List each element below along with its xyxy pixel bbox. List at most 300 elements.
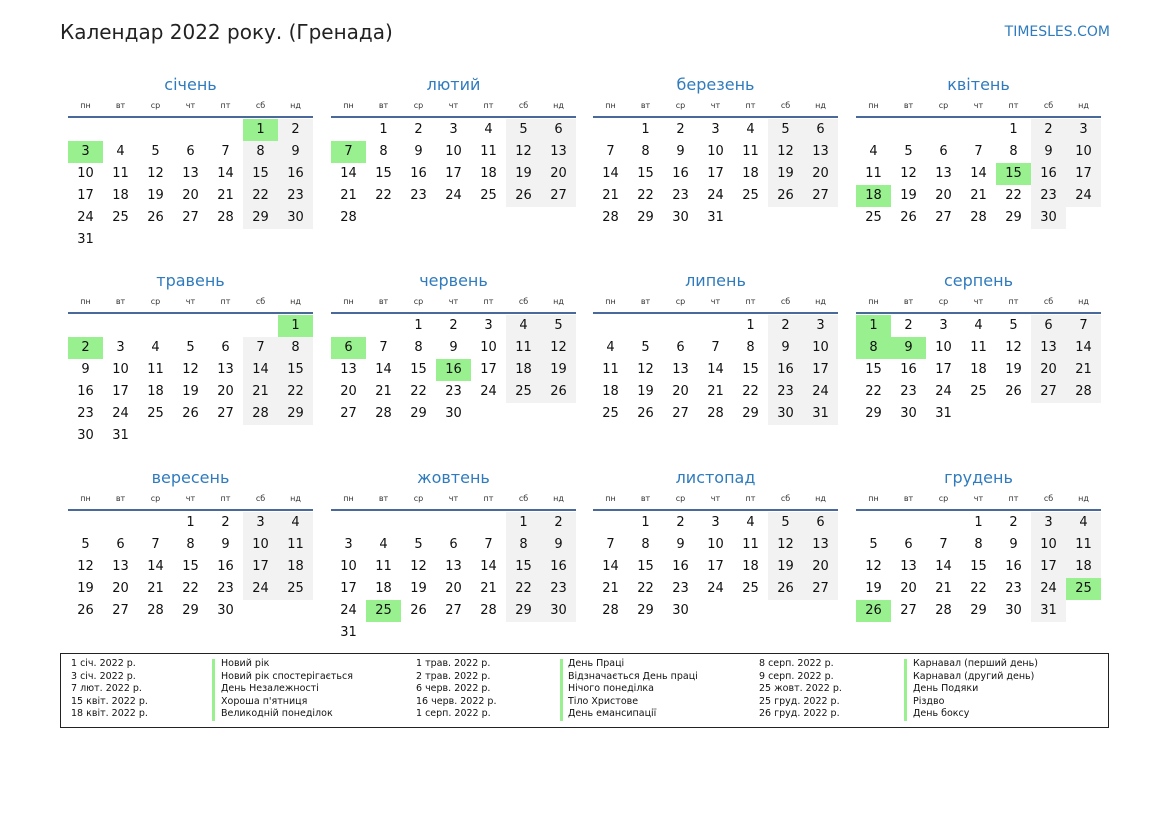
weekday-label: вт [903,494,914,503]
day-cell: 1 [746,318,755,333]
day-cell: 16 [410,166,427,181]
month-2 [331,73,576,258]
weekday-label: ср [675,297,686,306]
day-cell: 11 [480,144,497,159]
weekday-label: вт [378,494,389,503]
day-cell: 16 [77,384,94,399]
day-cell: 13 [672,362,689,377]
legend-holiday-name: День Подяки [913,683,979,694]
day-cell: 17 [77,188,94,203]
day-cell: 15 [506,556,541,578]
month-name: вересень [151,468,230,487]
day-cell: 13 [803,534,838,556]
day-cell: 10 [803,337,838,359]
day-cell: 18 [1066,556,1101,578]
day-cell: 21 [602,188,619,203]
weekday-label: вт [640,101,651,110]
day-cell: 4 [151,340,160,355]
day-cell: 20 [672,384,689,399]
day-cell: 24 [707,188,724,203]
day-cell: 10 [340,559,357,574]
day-cell: 6 [1031,315,1066,337]
weekday-label: чт [710,101,721,110]
day-cell: 20 [217,384,234,399]
day-cell: 23 [672,188,689,203]
day-cell: 29 [506,600,541,622]
day-cell: 21 [375,384,392,399]
weekday-label: сб [780,297,791,306]
day-cell: 27 [900,603,917,618]
day-cell: 30 [672,210,689,225]
day-cell: 7 [243,337,278,359]
day-cell: 1 [641,122,650,137]
month-days [593,314,838,454]
day-cell: 9 [676,537,685,552]
day-cell: 25 [147,406,164,421]
day-cell: 7 [974,144,983,159]
day-cell: 31 [935,406,952,421]
day-cell: 20 [803,556,838,578]
weekday-label: нд [553,297,564,306]
weekday-label: вт [903,101,914,110]
day-cell: 18 [970,362,987,377]
legend-date: 6 черв. 2022 р. [416,683,491,694]
day-cell: 21 [217,188,234,203]
holiday-day-cell: 26 [856,600,891,622]
day-cell: 23 [672,581,689,596]
legend-date: 15 квіт. 2022 р. [71,695,148,707]
weekday-header [856,294,1101,310]
day-cell: 3 [116,340,125,355]
day-cell: 20 [112,581,129,596]
legend-names [913,658,1038,721]
weekday-label: сб [255,101,266,110]
weekday-label: пт [745,297,756,306]
day-cell: 23 [1005,581,1022,596]
day-cell: 25 [480,188,497,203]
weekday-label: сб [780,494,791,503]
day-cell: 13 [935,166,952,181]
day-cell: 15 [970,559,987,574]
month-days [856,118,1101,258]
legend-holiday-name: День Незалежності [221,683,319,694]
month-5 [68,269,313,454]
day-cell: 19 [637,384,654,399]
month-name: жовтень [417,468,490,487]
day-cell: 29 [637,603,654,618]
day-cell: 5 [151,144,160,159]
month-days [593,118,838,258]
legend-date: 1 серп. 2022 р. [416,708,491,719]
day-cell: 27 [803,578,838,600]
day-cell: 28 [340,210,357,225]
day-cell: 22 [637,581,654,596]
day-cell: 27 [541,185,576,207]
day-cell: 16 [900,362,917,377]
weekday-label: чт [973,101,984,110]
day-cell: 14 [970,166,987,181]
weekday-header [593,98,838,114]
day-cell: 22 [637,188,654,203]
day-cell: 21 [935,581,952,596]
weekday-header [331,491,576,507]
legend-date: 26 груд. 2022 р. [759,708,840,719]
legend-holiday-name: День боксу [913,708,970,719]
day-cell: 9 [1009,537,1018,552]
day-cell: 26 [77,603,94,618]
holiday-day-cell: 1 [243,119,278,141]
day-cell: 10 [112,362,129,377]
day-cell: 4 [606,340,615,355]
day-cell: 26 [182,406,199,421]
day-cell: 6 [186,144,195,159]
weekday-label: ср [150,101,161,110]
legend-date: 16 черв. 2022 р. [416,695,497,707]
day-cell: 8 [746,340,755,355]
month-6 [331,269,576,454]
day-cell: 23 [278,185,313,207]
day-cell: 4 [116,144,125,159]
day-cell: 13 [803,141,838,163]
day-cell: 26 [900,210,917,225]
day-cell: 2 [449,318,458,333]
weekday-label: пн [868,101,879,110]
day-cell: 28 [375,406,392,421]
day-cell: 7 [379,340,388,355]
day-cell: 26 [768,578,803,600]
weekday-label: пн [343,494,354,503]
legend-holiday-name: День Праці [568,658,625,669]
legend-marker [212,659,215,721]
weekday-label: чт [710,494,721,503]
month-7 [593,269,838,454]
day-cell: 4 [506,315,541,337]
day-cell: 25 [278,578,313,600]
day-cell: 7 [939,537,948,552]
weekday-header [331,98,576,114]
weekday-label: пн [605,297,616,306]
weekday-label: нд [815,494,826,503]
day-cell: 6 [904,537,913,552]
weekday-label: пт [745,101,756,110]
day-cell: 22 [1005,188,1022,203]
month-name: квітень [947,75,1010,94]
day-cell: 9 [81,362,90,377]
day-cell: 8 [414,340,423,355]
day-cell: 26 [147,210,164,225]
day-cell: 19 [1005,362,1022,377]
day-cell: 11 [375,559,392,574]
holiday-day-cell: 3 [68,141,103,163]
day-cell: 21 [340,188,357,203]
day-cell: 5 [768,119,803,141]
day-cell: 18 [112,188,129,203]
day-cell: 29 [182,603,199,618]
day-cell: 24 [803,381,838,403]
day-cell: 15 [410,362,427,377]
weekday-label: чт [448,101,459,110]
day-cell: 29 [637,210,654,225]
weekday-label: пт [1008,101,1019,110]
month-name: березень [676,75,755,94]
legend-date: 25 груд. 2022 р. [759,695,840,707]
weekday-label: пт [483,494,494,503]
day-cell: 21 [147,581,164,596]
month-8 [856,269,1101,454]
day-cell: 2 [541,512,576,534]
day-cell: 3 [1066,119,1101,141]
legend-dates [759,658,842,721]
month-days [593,511,838,651]
holiday-day-cell: 25 [1066,578,1101,600]
day-cell: 24 [1066,185,1101,207]
holiday-legend [60,653,1109,728]
day-cell: 30 [77,428,94,443]
day-cell: 7 [221,144,230,159]
month-1 [68,73,313,258]
weekday-label: нд [290,101,301,110]
day-cell: 20 [935,188,952,203]
day-cell: 5 [541,315,576,337]
day-cell: 10 [707,537,724,552]
weekday-label: сб [255,494,266,503]
weekday-header [593,491,838,507]
day-cell: 16 [278,163,313,185]
day-cell: 15 [278,359,313,381]
day-cell: 20 [445,581,462,596]
day-cell: 30 [541,600,576,622]
day-cell: 3 [243,512,278,534]
day-cell: 2 [676,515,685,530]
day-cell: 1 [186,515,195,530]
day-cell: 4 [278,512,313,534]
holiday-day-cell: 25 [366,600,401,622]
day-cell: 25 [602,406,619,421]
day-cell: 2 [278,119,313,141]
weekday-label: пн [80,101,91,110]
weekday-label: ср [675,494,686,503]
month-name: січень [164,75,217,94]
legend-names [568,658,698,721]
weekday-label: сб [1043,297,1054,306]
weekday-label: ср [150,494,161,503]
day-cell: 20 [340,384,357,399]
day-cell: 11 [970,340,987,355]
weekday-label: сб [518,494,529,503]
day-cell: 4 [974,318,983,333]
weekday-label: ср [938,101,949,110]
month-12 [856,466,1101,651]
day-cell: 31 [340,625,357,640]
weekday-label: пн [605,101,616,110]
day-cell: 19 [541,359,576,381]
day-cell: 12 [147,166,164,181]
day-cell: 2 [414,122,423,137]
day-cell: 3 [711,122,720,137]
weekday-label: чт [973,297,984,306]
day-cell: 26 [637,406,654,421]
day-cell: 15 [182,559,199,574]
day-cell: 1 [1009,122,1018,137]
day-cell: 30 [278,207,313,229]
weekday-label: ср [675,101,686,110]
day-cell: 3 [803,315,838,337]
day-cell: 14 [217,166,234,181]
weekday-label: вт [903,297,914,306]
day-cell: 19 [410,581,427,596]
weekday-label: чт [710,297,721,306]
day-cell: 20 [182,188,199,203]
day-cell: 24 [445,188,462,203]
day-cell: 23 [445,384,462,399]
day-cell: 6 [116,537,125,552]
day-cell: 5 [904,144,913,159]
weekday-label: нд [553,101,564,110]
legend-holiday-name: Новий рік [221,658,270,669]
month-name: серпень [944,271,1013,290]
day-cell: 28 [217,210,234,225]
day-cell: 13 [112,559,129,574]
day-cell: 28 [602,210,619,225]
month-days [856,511,1101,651]
day-cell: 2 [904,318,913,333]
day-cell: 9 [541,534,576,556]
day-cell: 8 [641,537,650,552]
day-cell: 13 [445,559,462,574]
day-cell: 17 [480,362,497,377]
month-days [331,118,576,258]
month-days [68,314,313,454]
weekday-label: ср [150,297,161,306]
day-cell: 27 [672,406,689,421]
day-cell: 8 [186,537,195,552]
weekday-label: сб [518,297,529,306]
day-cell: 16 [768,359,803,381]
legend-holiday-name: Хороша п'ятниця [221,695,308,707]
day-cell: 19 [77,581,94,596]
weekday-label: пн [343,101,354,110]
day-cell: 21 [1066,359,1101,381]
day-cell: 3 [484,318,493,333]
legend-holiday-name: Великодній понеділок [221,708,333,719]
legend-date: 9 серп. 2022 р. [759,670,834,682]
day-cell: 14 [340,166,357,181]
day-cell: 27 [1031,381,1066,403]
month-name: травень [156,271,225,290]
day-cell: 7 [711,340,720,355]
month-name: липень [685,271,746,290]
month-days [856,314,1101,454]
day-cell: 5 [186,340,195,355]
day-cell: 26 [1005,384,1022,399]
day-cell: 25 [742,581,759,596]
day-cell: 22 [278,381,313,403]
day-cell: 3 [711,515,720,530]
legend-marker [560,659,563,721]
legend-holiday-name: Карнавал (другий день) [913,670,1035,682]
holiday-day-cell: 1 [278,315,313,337]
legend-marker [904,659,907,721]
day-cell: 8 [1009,144,1018,159]
day-cell: 30 [445,406,462,421]
day-cell: 26 [410,603,427,618]
day-cell: 16 [672,166,689,181]
legend-date: 25 жовт. 2022 р. [759,683,842,694]
day-cell: 9 [278,141,313,163]
weekday-label: вт [378,297,389,306]
day-cell: 13 [1031,337,1066,359]
day-cell: 9 [768,337,803,359]
day-cell: 22 [506,578,541,600]
day-cell: 1 [506,512,541,534]
day-cell: 18 [742,559,759,574]
holiday-day-cell: 1 [856,315,891,337]
day-cell: 25 [506,381,541,403]
month-days [68,511,313,651]
day-cell: 27 [182,210,199,225]
day-cell: 12 [637,362,654,377]
legend-holiday-name: Новий рік спостерігається [221,670,353,682]
day-cell: 26 [506,185,541,207]
day-cell: 1 [641,515,650,530]
day-cell: 23 [900,384,917,399]
weekday-label: пн [343,297,354,306]
day-cell: 28 [970,210,987,225]
day-cell: 15 [637,559,654,574]
day-cell: 7 [151,537,160,552]
day-cell: 10 [1066,141,1101,163]
day-cell: 31 [707,210,724,225]
site-link[interactable]: TIMESLES.COM [1004,24,1110,40]
weekday-label: ср [938,494,949,503]
weekday-label: вт [378,101,389,110]
day-cell: 2 [768,315,803,337]
day-cell: 9 [676,144,685,159]
day-cell: 9 [1031,141,1066,163]
day-cell: 15 [865,362,882,377]
day-cell: 17 [340,581,357,596]
legend-holiday-name: Нічого понеділка [568,683,654,694]
day-cell: 11 [506,337,541,359]
day-cell: 6 [221,340,230,355]
day-cell: 29 [410,406,427,421]
day-cell: 25 [112,210,129,225]
legend-dates [416,658,496,721]
day-cell: 10 [480,340,497,355]
day-cell: 19 [768,556,803,578]
weekday-label: чт [973,494,984,503]
holiday-day-cell: 2 [68,337,103,359]
day-cell: 24 [1031,578,1066,600]
weekday-header [68,98,313,114]
day-cell: 12 [541,337,576,359]
day-cell: 27 [217,406,234,421]
weekday-label: чт [185,297,196,306]
day-cell: 2 [1009,515,1018,530]
weekday-label: чт [448,494,459,503]
day-cell: 6 [449,537,458,552]
day-cell: 4 [484,122,493,137]
weekday-label: сб [1043,494,1054,503]
day-cell: 30 [1005,603,1022,618]
weekday-label: чт [185,494,196,503]
day-cell: 5 [414,537,423,552]
day-cell: 22 [375,188,392,203]
weekday-label: сб [518,101,529,110]
day-cell: 5 [81,537,90,552]
day-cell: 7 [484,537,493,552]
day-cell: 17 [445,166,462,181]
